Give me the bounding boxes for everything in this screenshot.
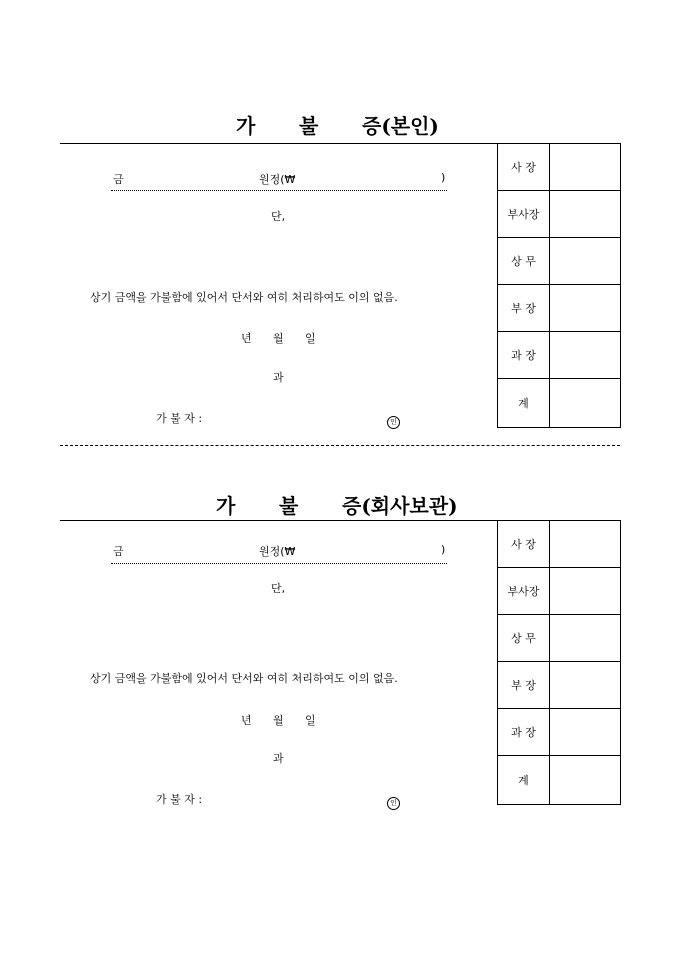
top-rule [60, 520, 498, 521]
approval-department-head: 부 장 [498, 285, 550, 332]
approval-box[interactable] [550, 379, 621, 428]
date-day: 일 [305, 332, 316, 345]
title-ga: 가 [236, 114, 256, 138]
department-label: 과 [273, 371, 284, 384]
approval-box[interactable] [550, 238, 621, 285]
date-year: 년 [241, 332, 252, 345]
approval-box[interactable] [550, 568, 621, 615]
title-ga: 가 [216, 494, 236, 518]
approval-managing-director: 상 무 [498, 238, 550, 285]
approval-box[interactable] [550, 285, 621, 332]
amount-close-paren: ) [441, 171, 446, 184]
won-label: 원정(₩ [259, 173, 296, 186]
date-month: 월 [273, 714, 284, 727]
approval-staff: 계 [498, 756, 550, 805]
amount-close-paren: ) [441, 543, 446, 556]
approval-table [497, 143, 621, 428]
approval-box[interactable] [550, 144, 621, 191]
note-label: 단, [271, 582, 286, 595]
amount-underline [111, 563, 447, 564]
date-day: 일 [305, 714, 316, 727]
approval-box[interactable] [550, 709, 621, 756]
cut-line [60, 445, 620, 446]
title-jeung: 증(회사보관) [342, 494, 458, 518]
approval-vice-president: 부사장 [498, 568, 550, 615]
approval-department-head: 부 장 [498, 662, 550, 709]
seal-icon: 인 [387, 409, 400, 429]
date-year: 년 [241, 714, 252, 727]
title-bul: 불 [279, 494, 299, 518]
approval-box[interactable] [550, 521, 621, 568]
title-jeung: 증(본인) [362, 114, 439, 138]
borrower-label: 가 불 자 : [156, 412, 203, 425]
note-label: 단, [271, 210, 286, 223]
approval-vice-president: 부사장 [498, 191, 550, 238]
approval-box[interactable] [550, 332, 621, 379]
department-label: 과 [273, 752, 284, 765]
approval-box[interactable] [550, 615, 621, 662]
approval-box[interactable] [550, 756, 621, 805]
amount-underline [111, 190, 447, 191]
title-bul: 불 [299, 114, 319, 138]
seal-icon: 인 [387, 790, 400, 810]
date-month: 월 [273, 332, 284, 345]
top-rule [60, 143, 498, 144]
approval-box[interactable] [550, 662, 621, 709]
approval-staff: 계 [498, 379, 550, 428]
won-label: 원정(₩ [259, 545, 296, 558]
approval-president: 사 장 [498, 144, 550, 191]
approval-managing-director: 상 무 [498, 615, 550, 662]
approval-table [497, 520, 621, 805]
borrower-label: 가 불 자 : [156, 793, 203, 806]
statement-text: 상기 금액을 가불함에 있어서 단서와 여히 처리하여도 이의 없음. [90, 672, 398, 685]
approval-president: 사 장 [498, 521, 550, 568]
approval-section-chief: 과 장 [498, 709, 550, 756]
amount-label: 금 [113, 545, 124, 558]
statement-text: 상기 금액을 가불함에 있어서 단서와 여히 처리하여도 이의 없음. [90, 291, 398, 304]
amount-label: 금 [113, 173, 124, 186]
approval-section-chief: 과 장 [498, 332, 550, 379]
approval-box[interactable] [550, 191, 621, 238]
